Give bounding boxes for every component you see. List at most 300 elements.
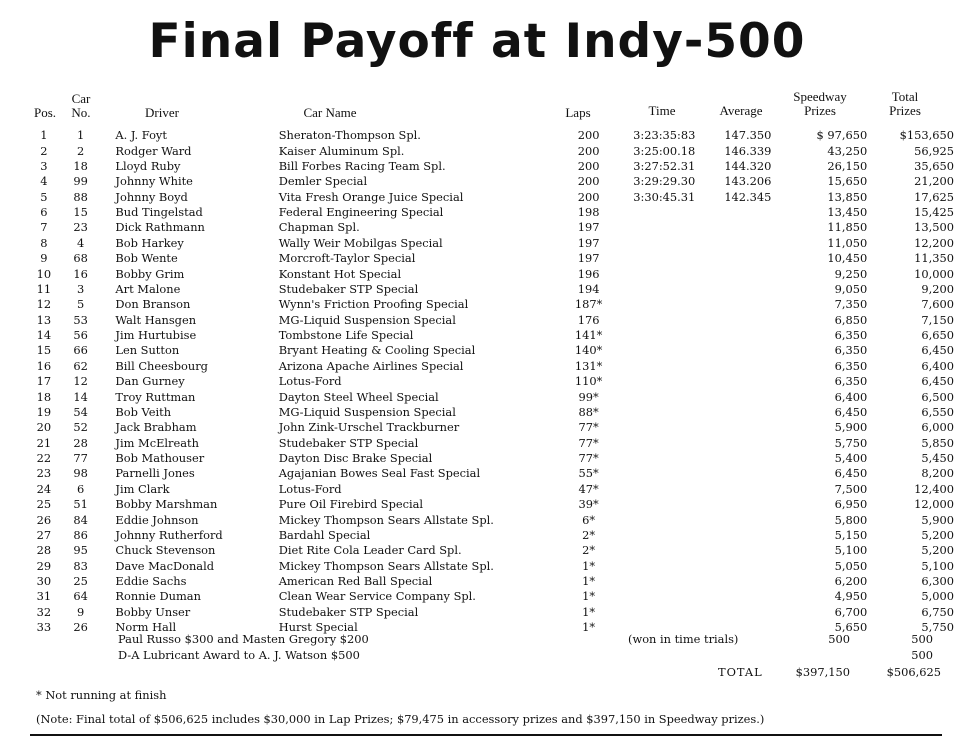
cell-laps: 1* [582, 558, 596, 573]
cell-car-name: Pure Oil Firebird Special [278, 497, 424, 512]
cell-total-prize: 6,500 [921, 389, 954, 404]
cell-total-prize: 5,000 [921, 589, 954, 604]
cell-car-name: Diet Rite Cola Leader Card Spl. [278, 543, 462, 558]
cell-average [712, 466, 784, 481]
cell-time [616, 436, 712, 451]
header-laps-label: Laps [565, 105, 591, 120]
cell-total-prize: 12,400 [914, 481, 954, 496]
cell-laps: 110* [574, 374, 603, 389]
cell-time: 3:29:29.30 [633, 174, 696, 189]
cell-laps: 2* [582, 543, 596, 558]
cell-car-name: Sheraton-Thompson Spl. [278, 128, 421, 143]
payout-note: (Note: Final total of $506,625 includes $30,000 in Lap Prizes; $79,475 in accessory prizes and $397,150 in Speedway prizes.) [36, 712, 765, 726]
cell-laps: 200 [577, 174, 600, 189]
cell-average [712, 543, 784, 558]
header-car-no-line1: Car [71, 91, 91, 106]
cell-average [712, 374, 784, 389]
cell-laps: 200 [577, 143, 600, 158]
cell-total-prize: 6,300 [921, 574, 954, 589]
cell-car-no: 18 [73, 158, 88, 173]
lubricant-award-line: D-A Lubricant Award to A. J. Watson $500 [118, 648, 360, 662]
bottom-rule [30, 734, 942, 736]
cell-driver: Dick Rathmann [115, 220, 205, 235]
cell-driver: Eddie Sachs [115, 574, 187, 589]
cell-laps: 1* [582, 589, 596, 604]
cell-total-prize: 6,550 [921, 404, 954, 419]
russo-speedway-prize: 500 [828, 632, 850, 646]
cell-car-name: Hurst Special [278, 620, 358, 635]
cell-car-no: 83 [73, 558, 88, 573]
cell-time [616, 482, 712, 497]
cell-total-prize: 5,200 [921, 543, 954, 558]
cell-total-prize: 6,000 [921, 420, 954, 435]
cell-average [712, 251, 784, 266]
cell-driver: Norm Hall [115, 620, 177, 635]
cell-time: 3:25:00.18 [633, 143, 696, 158]
cell-pos: 19 [36, 404, 52, 419]
cell-average [712, 482, 784, 497]
cell-pos: 6 [40, 205, 48, 220]
results-table [28, 128, 954, 635]
cell-laps: 187* [574, 297, 603, 312]
cell-driver: Chuck Stevenson [115, 543, 216, 558]
cell-pos: 16 [36, 358, 52, 373]
header-car-no [60, 92, 102, 120]
cell-car-name: MG-Liquid Suspension Special [278, 404, 456, 419]
cell-speedway-prize: 13,450 [827, 205, 868, 220]
cell-laps: 176 [577, 312, 600, 327]
cell-car-no: 6 [76, 481, 85, 496]
cell-time [616, 359, 712, 374]
table-row [28, 605, 954, 620]
cell-car-name: Dayton Disc Brake Special [278, 451, 433, 466]
cell-pos: 3 [40, 158, 48, 173]
cell-time [616, 266, 712, 281]
cell-car-name: Morcroft-Taylor Special [278, 251, 416, 266]
footnote-not-running: * Not running at finish [36, 688, 167, 702]
cell-total-prize: 5,900 [921, 512, 954, 527]
cell-pos: 11 [36, 281, 52, 296]
header-speedway-prizes [782, 90, 858, 118]
header-total-prizes [872, 90, 938, 118]
cell-average [712, 297, 784, 312]
cell-pos: 22 [36, 451, 52, 466]
cell-pos: 13 [36, 312, 52, 327]
cell-time [616, 543, 712, 558]
header-car-name-label: Car Name [303, 105, 357, 120]
cell-total-prize: 7,600 [921, 297, 954, 312]
cell-total-prize: 7,150 [921, 312, 954, 327]
cell-pos: 18 [36, 389, 52, 404]
header-speedway-line1: Speedway [793, 89, 847, 104]
cell-driver: Troy Ruttman [115, 389, 196, 404]
cell-speedway-prize: 15,650 [827, 174, 868, 189]
cell-car-name: Studebaker STP Special [278, 435, 419, 450]
cell-pos: 17 [36, 374, 52, 389]
header-time [634, 104, 690, 118]
cell-car-no: 54 [73, 404, 88, 419]
cell-driver: Len Sutton [115, 343, 180, 358]
cell-driver: Bill Cheesbourg [115, 358, 208, 373]
cell-speedway-prize: 7,350 [834, 297, 868, 312]
cell-driver: Bob Veith [115, 404, 172, 419]
cell-car-name: Agajanian Bowes Seal Fast Special [278, 466, 481, 481]
table-row [28, 128, 954, 143]
cell-speedway-prize: 6,450 [834, 404, 868, 419]
cell-laps: 140* [574, 343, 603, 358]
cell-pos: 31 [36, 589, 52, 604]
cell-total-prize: 5,750 [921, 620, 954, 635]
table-row [28, 174, 954, 189]
cell-driver: Bob Harkey [115, 235, 184, 250]
cell-laps: 1* [582, 574, 596, 589]
cell-speedway-prize: 7,500 [834, 481, 868, 496]
cell-average [712, 420, 784, 435]
cell-laps: 198 [577, 205, 600, 220]
cell-car-no: 23 [73, 220, 88, 235]
cell-total-prize: 6,450 [921, 374, 954, 389]
cell-time [616, 220, 712, 235]
cell-speedway-prize: 6,350 [834, 358, 868, 373]
cell-driver: Johnny Rutherford [115, 527, 223, 542]
cell-speedway-prize: 5,050 [834, 558, 868, 573]
cell-pos: 2 [40, 143, 48, 158]
cell-car-name: Bill Forbes Racing Team Spl. [278, 158, 446, 173]
cell-car-name: Mickey Thompson Sears Allstate Spl. [278, 558, 494, 573]
table-row [28, 343, 954, 358]
cell-average: 143.206 [724, 174, 772, 189]
russo-gregory-line: Paul Russo $300 and Masten Gregory $200 [118, 632, 369, 646]
cell-time [616, 313, 712, 328]
cell-car-no: 4 [76, 235, 85, 250]
cell-driver: Lloyd Ruby [115, 158, 181, 173]
cell-driver: Dan Gurney [115, 374, 185, 389]
cell-average [712, 589, 784, 604]
cell-driver: Johnny Boyd [115, 189, 188, 204]
cell-time: 3:30:45.31 [633, 189, 696, 204]
cell-time [616, 205, 712, 220]
cell-time [616, 512, 712, 527]
cell-car-name: Demler Special [278, 174, 368, 189]
table-row [28, 205, 954, 220]
cell-car-name: Bardahl Special [278, 527, 371, 542]
cell-laps: 200 [577, 158, 600, 173]
cell-average [712, 282, 784, 297]
cell-average [712, 405, 784, 420]
table-row [28, 282, 954, 297]
table-row [28, 420, 954, 435]
cell-time [616, 236, 712, 251]
cell-car-no: 53 [73, 312, 88, 327]
cell-car-no: 98 [73, 466, 88, 481]
cell-total-prize: 5,450 [921, 451, 954, 466]
cell-pos: 14 [36, 328, 52, 343]
cell-average: 147.350 [724, 128, 772, 143]
header-total-line1: Total [891, 89, 919, 104]
cell-driver: Eddie Johnson [115, 512, 199, 527]
table-row [28, 251, 954, 266]
header-pos [28, 106, 62, 120]
cell-average [712, 205, 784, 220]
cell-laps: 200 [577, 189, 600, 204]
cell-car-name: Konstant Hot Special [278, 266, 402, 281]
cell-car-no: 15 [73, 205, 88, 220]
cell-car-name: Lotus-Ford [278, 481, 342, 496]
cell-car-no: 25 [73, 574, 88, 589]
cell-average [712, 359, 784, 374]
table-row [28, 159, 954, 174]
total-label: TOTAL [718, 665, 763, 679]
cell-driver: Ronnie Duman [115, 589, 201, 604]
cell-speedway-prize: 6,350 [834, 374, 868, 389]
cell-total-prize: 5,850 [921, 435, 954, 450]
cell-average [712, 436, 784, 451]
cell-car-name: Arizona Apache Airlines Special [278, 358, 464, 373]
cell-car-name: MG-Liquid Suspension Special [278, 312, 456, 327]
cell-laps: 77* [578, 435, 599, 450]
cell-average: 142.345 [724, 189, 772, 204]
cell-speedway-prize: 13,850 [827, 189, 868, 204]
russo-total-prize: 500 [911, 632, 933, 646]
cell-laps: 77* [578, 420, 599, 435]
table-row [28, 374, 954, 389]
cell-average [712, 236, 784, 251]
cell-pos: 4 [40, 174, 48, 189]
cell-time [616, 374, 712, 389]
cell-time [616, 251, 712, 266]
cell-speedway-prize: 43,250 [827, 143, 868, 158]
cell-laps: 194 [577, 281, 600, 296]
cell-driver: Rodger Ward [115, 143, 192, 158]
cell-total-prize: 11,350 [914, 251, 954, 266]
cell-time [616, 574, 712, 589]
cell-total-prize: 5,200 [921, 527, 954, 542]
cell-speedway-prize: 5,800 [834, 512, 868, 527]
cell-driver: Bobby Grim [115, 266, 185, 281]
cell-pos: 26 [36, 512, 52, 527]
cell-total-prize: 5,100 [921, 558, 954, 573]
cell-average [712, 328, 784, 343]
cell-laps: 1* [582, 604, 596, 619]
cell-car-no: 3 [76, 281, 85, 296]
cell-laps: 47* [578, 481, 599, 496]
cell-time [616, 589, 712, 604]
cell-speedway-prize: 6,850 [834, 312, 868, 327]
cell-car-no: 62 [73, 358, 88, 373]
cell-car-no: 66 [73, 343, 88, 358]
cell-car-no: 14 [73, 389, 88, 404]
cell-pos: 32 [36, 604, 52, 619]
cell-driver: Bob Wente [115, 251, 178, 266]
cell-car-no: 52 [73, 420, 88, 435]
cell-pos: 25 [36, 497, 52, 512]
table-row [28, 543, 954, 558]
cell-pos: 20 [36, 420, 52, 435]
cell-car-no: 16 [73, 266, 88, 281]
table-row [28, 405, 954, 420]
total-all-prizes: $506,625 [886, 665, 941, 679]
cell-time [616, 282, 712, 297]
cell-total-prize: 6,750 [921, 604, 954, 619]
cell-car-name: John Zink-Urschel Trackburner [278, 420, 460, 435]
cell-car-name: Tombstone Life Special [278, 328, 414, 343]
cell-speedway-prize: 26,150 [827, 158, 868, 173]
cell-speedway-prize: 6,950 [834, 497, 868, 512]
cell-car-name: Mickey Thompson Sears Allstate Spl. [278, 512, 494, 527]
cell-average [712, 343, 784, 358]
cell-car-no: 99 [73, 174, 88, 189]
cell-average [712, 528, 784, 543]
cell-time [616, 605, 712, 620]
cell-pos: 1 [40, 128, 48, 143]
cell-car-no: 88 [73, 189, 88, 204]
table-row [28, 512, 954, 527]
cell-speedway-prize: 11,850 [827, 220, 868, 235]
cell-total-prize: 21,200 [914, 174, 954, 189]
cell-pos: 8 [40, 235, 48, 250]
cell-total-prize: 6,650 [921, 328, 954, 343]
table-row [28, 436, 954, 451]
table-row [28, 359, 954, 374]
table-row [28, 297, 954, 312]
cell-time [616, 343, 712, 358]
table-row [28, 313, 954, 328]
cell-time [616, 528, 712, 543]
cell-time [616, 497, 712, 512]
cell-driver: Bob Mathouser [115, 451, 205, 466]
cell-driver: Jim Clark [115, 481, 170, 496]
cell-total-prize: 17,625 [914, 189, 954, 204]
page-title: Final Payoff at Indy-500 [148, 14, 806, 69]
cell-time [616, 297, 712, 312]
cell-pos: 7 [40, 220, 48, 235]
cell-driver: Parnelli Jones [115, 466, 195, 481]
cell-average: 146.339 [724, 143, 772, 158]
cell-pos: 12 [36, 297, 52, 312]
cell-car-no: 51 [73, 497, 88, 512]
cell-time [616, 466, 712, 481]
cell-time [616, 559, 712, 574]
cell-car-name: Bryant Heating & Cooling Special [278, 343, 476, 358]
cell-speedway-prize: 6,350 [834, 328, 868, 343]
time-trials-note: (won in time trials) [628, 632, 739, 646]
cell-pos: 24 [36, 481, 52, 496]
cell-car-no: 1 [76, 128, 85, 143]
header-driver [130, 106, 194, 120]
table-row [28, 220, 954, 235]
cell-pos: 27 [36, 527, 52, 542]
cell-time [616, 451, 712, 466]
cell-car-no: 86 [73, 527, 88, 542]
cell-driver: Dave MacDonald [115, 558, 215, 573]
cell-pos: 9 [40, 251, 48, 266]
cell-laps: 197 [577, 235, 600, 250]
cell-laps: 2* [582, 527, 596, 542]
cell-total-prize: 15,425 [914, 205, 954, 220]
header-speedway-line2: Prizes [804, 103, 836, 118]
cell-total-prize: 6,400 [921, 358, 954, 373]
cell-pos: 5 [40, 189, 48, 204]
cell-driver: Bobby Unser [115, 604, 191, 619]
table-row [28, 466, 954, 481]
cell-driver: A. J. Foyt [115, 128, 167, 143]
cell-total-prize: 8,200 [921, 466, 954, 481]
cell-time [616, 389, 712, 404]
cell-car-name: Kaiser Aluminum Spl. [278, 143, 405, 158]
cell-speedway-prize: $ 97,650 [816, 128, 868, 143]
header-driver-label: Driver [145, 105, 179, 120]
cell-speedway-prize: 4,950 [834, 589, 868, 604]
cell-time [616, 328, 712, 343]
header-total-line2: Prizes [889, 103, 921, 118]
cell-total-prize: $153,650 [899, 128, 954, 143]
cell-total-prize: 9,200 [921, 281, 954, 296]
cell-speedway-prize: 6,400 [834, 389, 868, 404]
cell-laps: 55* [578, 466, 599, 481]
cell-driver: Johnny White [115, 174, 193, 189]
cell-car-no: 77 [73, 451, 88, 466]
cell-car-name: Wally Weir Mobilgas Special [278, 235, 443, 250]
table-row [28, 497, 954, 512]
cell-time: 3:23:35:83 [633, 128, 696, 143]
header-average [706, 104, 776, 118]
cell-laps: 131* [574, 358, 603, 373]
cell-average [712, 574, 784, 589]
table-row [28, 389, 954, 404]
cell-car-name: Clean Wear Service Company Spl. [278, 589, 476, 604]
header-car-no-line2: No. [71, 105, 91, 120]
cell-car-name: Studebaker STP Special [278, 604, 419, 619]
table-row [28, 143, 954, 158]
cell-speedway-prize: 5,100 [834, 543, 868, 558]
cell-car-no: 2 [76, 143, 85, 158]
cell-speedway-prize: 10,450 [827, 251, 868, 266]
cell-average [712, 559, 784, 574]
cell-time: 3:27:52.31 [633, 158, 696, 173]
cell-car-name: Federal Engineering Special [278, 205, 444, 220]
cell-driver: Art Malone [115, 281, 181, 296]
cell-laps: 197 [577, 251, 600, 266]
cell-speedway-prize: 6,700 [834, 604, 868, 619]
cell-laps: 1* [582, 620, 596, 635]
cell-car-no: 64 [73, 589, 88, 604]
cell-laps: 200 [577, 128, 600, 143]
table-row [28, 559, 954, 574]
cell-driver: Walt Hansgen [115, 312, 197, 327]
table-row [28, 190, 954, 205]
header-pos-label: Pos. [33, 105, 57, 120]
header-time-label: Time [648, 103, 676, 118]
cell-car-no: 26 [73, 620, 88, 635]
cell-car-no: 56 [73, 328, 88, 343]
cell-average [712, 220, 784, 235]
cell-average [712, 451, 784, 466]
cell-total-prize: 56,925 [914, 143, 954, 158]
cell-average [712, 605, 784, 620]
header-average-label: Average [719, 103, 763, 118]
cell-speedway-prize: 6,450 [834, 466, 868, 481]
cell-average [712, 313, 784, 328]
table-row [28, 451, 954, 466]
cell-laps: 39* [578, 497, 599, 512]
cell-total-prize: 12,000 [914, 497, 954, 512]
table-row [28, 482, 954, 497]
total-speedway-prizes: $397,150 [795, 665, 850, 679]
cell-car-no: 84 [73, 512, 88, 527]
cell-pos: 15 [36, 343, 52, 358]
cell-speedway-prize: 5,150 [834, 527, 868, 542]
results-body [28, 128, 954, 635]
